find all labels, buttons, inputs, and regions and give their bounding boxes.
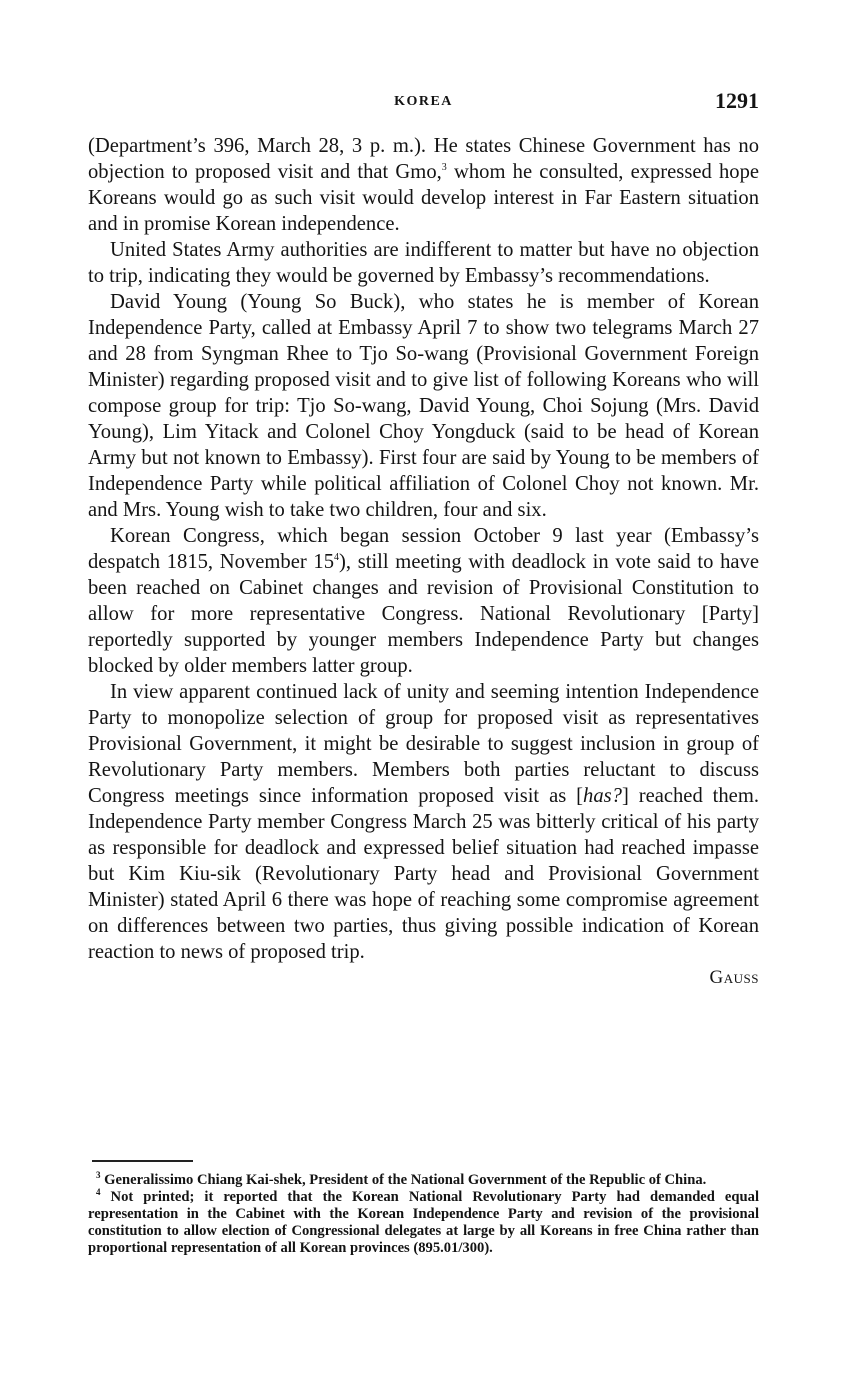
running-head: KOREA	[394, 94, 453, 109]
footnote-ref-4: 4	[334, 552, 339, 564]
footnote-3	[88, 1172, 759, 1189]
paragraph-5-text-b: ] reached them. Independence Party member Congress March 25 was bitterly critical of his party as responsible for deadlock and expressed belief situation had reached impasse but Kim Kiu-sik (Revolutionary Party head and Provisional Government Minister) stated April 6 there was hope of reaching some compromise agreement on differences between two parties, thus giving possible indication of Korean reaction to news of proposed trip.	[88, 785, 759, 963]
page-header	[88, 88, 759, 118]
paragraph-5	[88, 679, 759, 965]
paragraph-5-text-a: In view apparent continued lack of unity and seeming intention Independence Party to monopolize selection of group for proposed visit as representatives Provisional Government, it might be desirable to suggest inclusion in group of Revolutionary Party members. Members both parties reluctant to discuss Congress meetings since information proposed visit as [	[88, 681, 759, 807]
paragraph-4-text-b: ), still meeting with deadlock in vote said to have been reached on Cabinet changes and revision of Provisional Constitution to allow for more representative Congress. National Revolutionary [Party] reportedly supported by younger members Independence Party but changes blocked by older members latter group.	[88, 551, 759, 677]
page-number: 1291	[715, 88, 759, 113]
paragraph-1-text-a: (Department’s 396, March 28, 3 p. m.). He states Chinese Government has no objection to proposed visit and that Gmo,	[88, 135, 759, 183]
paragraph-1	[88, 133, 759, 237]
footnote-4	[88, 1189, 759, 1257]
body-text	[88, 133, 759, 991]
footnote-4-text: Not printed; it reported that the Korean National Revolutionary Party had demanded equal representation in the Cabinet with the Korean Independence Party and revision of the provisional constitution to allow election of Congressional delegates at large by all Koreans in free China rather than proportional representation of all Korean provinces (895.01/300).	[88, 1189, 759, 1256]
paragraph-5-italic: has?	[583, 785, 622, 807]
paragraph-4-text-a: Korean Congress, which began session October 9 last year (Embassy’s despatch 1815, November 15	[88, 525, 759, 573]
signature: Gauss	[709, 967, 759, 988]
footnote-ref-3: 3	[441, 162, 447, 174]
footnote-4-mark: 4	[96, 1187, 101, 1198]
footnotes	[88, 1172, 759, 1257]
paragraph-4	[88, 523, 759, 679]
footnote-divider	[92, 1160, 193, 1162]
paragraph-2: United States Army authorities are indifferent to matter but have no objection to trip, indicating they would be governed by Embassy’s recommendations.	[88, 239, 759, 287]
footnote-3-text: Generalissimo Chiang Kai-shek, President of the National Government of the Republic of China.	[104, 1172, 707, 1188]
footnote-3-mark: 3	[96, 1170, 101, 1181]
paragraph-1-text-b: whom he consulted, expressed hope Koreans would go as such visit would develop interest in Far Eastern situation and in promise Korean independence.	[88, 161, 760, 235]
paragraph-3: David Young (Young So Buck), who states he is member of Korean Independence Party, called at Embassy April 7 to show two telegrams March 27 and 28 from Syngman Rhee to Tjo So-wang (Provisional Government Foreign Minister) regarding proposed visit and to give list of following Koreans who will compose group for trip: Tjo So-wang, David Young, Choi Sojung (Mrs. David Young), Lim Yitack and Colonel Choy Yongduck (said to be head of Korean Army but not known to Embassy). First four are said by Young to be members of Independence Party while political affiliation of Colonel Choy not known. Mr. and Mrs. Young wish to take two children, four and six.	[88, 291, 759, 521]
